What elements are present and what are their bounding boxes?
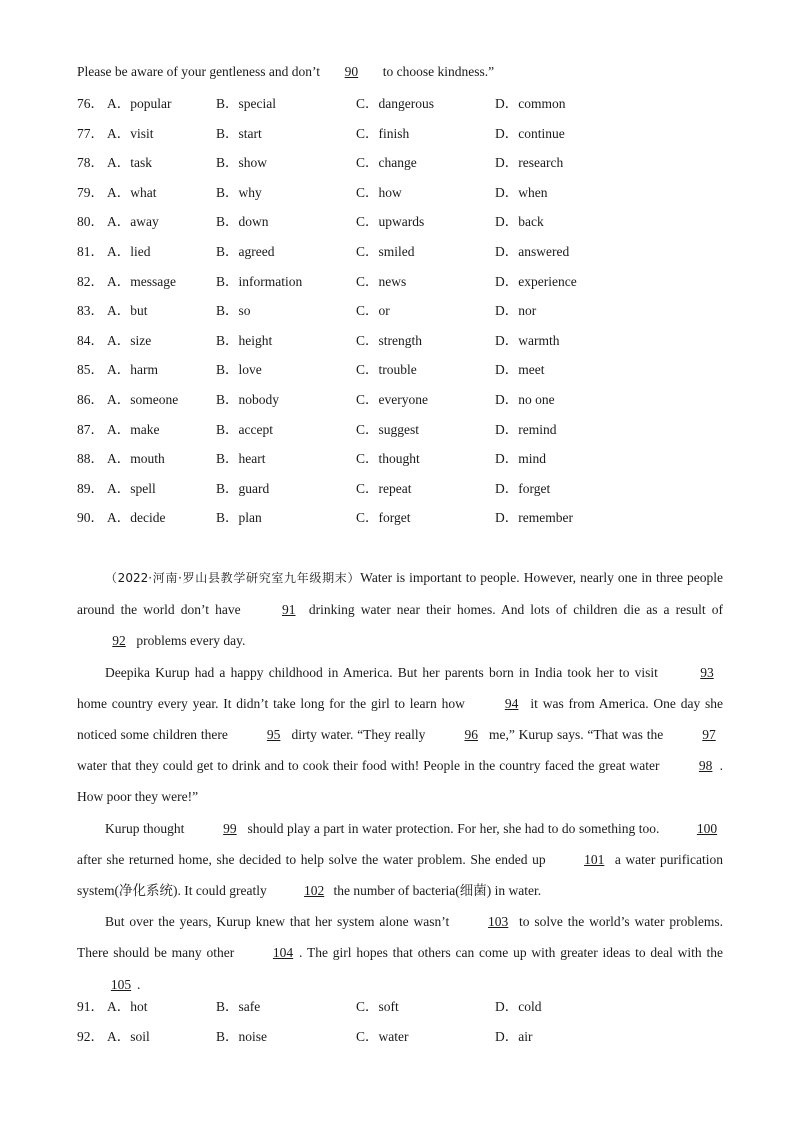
option-a: A．what: [107, 184, 157, 200]
blank-104: 104: [272, 945, 294, 961]
paragraph-text: dirty water. “They really: [287, 727, 430, 743]
question-number: 87．: [77, 421, 104, 437]
option-b: B．love: [216, 362, 262, 378]
passage-source: （2022·河南·罗山县教学研究室九年级期末）: [105, 571, 361, 585]
option-d: D．when: [495, 184, 548, 200]
option-d: D．forget: [495, 480, 551, 496]
option-c: C．forget: [356, 510, 411, 526]
option-b: B．guard: [216, 480, 270, 496]
option-d: D．remind: [495, 421, 557, 437]
question-number: 91．: [77, 999, 104, 1014]
intro-text-after: to choose kindness.”: [379, 64, 495, 79]
paragraph-text: to solve the world’s water problems. There should be many other: [77, 914, 724, 961]
paragraph-text: Water is important to people. However, nearly one in three people around the world don’t have: [77, 570, 724, 618]
cloze-passage: [77, 562, 723, 1000]
option-c: C．dangerous: [356, 96, 434, 111]
paragraph-text: it was from America. One day she noticed some children there: [77, 695, 723, 743]
option-d: D．warmth: [495, 332, 560, 348]
passage-paragraph-2: [77, 657, 723, 813]
option-d: D．mind: [495, 451, 547, 467]
option-b: B．down: [216, 214, 269, 230]
paragraph-text: after she returned home, she decided to help solve the water problem. She ended up: [77, 851, 551, 867]
blank-91: 91: [282, 602, 296, 618]
option-a: A．message: [107, 273, 176, 289]
question-number: 84．: [77, 332, 104, 348]
blank-95: 95: [266, 727, 281, 743]
option-b: B．special: [216, 96, 276, 111]
blank-97: 97: [702, 727, 716, 743]
option-d: D．air: [495, 1028, 533, 1044]
question-number: 89．: [77, 480, 104, 496]
question-number: 81．: [77, 243, 104, 259]
question-number: 85．: [77, 362, 104, 378]
question-number: 90．: [77, 510, 104, 526]
option-a: A．harm: [107, 362, 158, 378]
passage-paragraph-1: [77, 562, 723, 657]
option-a: A．decide: [107, 510, 166, 526]
option-b: B．height: [216, 332, 273, 348]
option-c: C．strength: [356, 332, 422, 348]
blank-99: 99: [223, 820, 237, 836]
option-a: A．size: [107, 332, 152, 348]
option-d: D．answered: [495, 243, 570, 259]
paragraph-text: a water purification system(净化系统). It could greatly: [77, 851, 723, 899]
paragraph-text: .: [137, 976, 141, 992]
option-a: A．hot: [107, 999, 148, 1014]
option-c: C．upwards: [356, 214, 425, 230]
option-c: C．everyone: [356, 391, 428, 407]
option-a: A．mouth: [107, 451, 165, 467]
paragraph-text: problems every day.: [133, 633, 246, 649]
option-a: A．spell: [107, 480, 156, 496]
option-a: A．task: [107, 155, 152, 171]
paragraph-text: But over the years, Kurup knew that her system alone wasn’t: [105, 914, 455, 930]
option-d: D．cold: [495, 999, 542, 1014]
option-c: C．or: [356, 303, 390, 319]
option-c: C．trouble: [356, 362, 417, 378]
intro-line: [77, 63, 494, 81]
question-number: 79．: [77, 184, 104, 200]
blank-100: 100: [696, 820, 718, 836]
option-b: B．information: [216, 273, 303, 289]
option-c: C．thought: [356, 451, 420, 467]
option-c: C．suggest: [356, 421, 420, 437]
paragraph-text: water that they could get to drink and to cook their food with! People in the country faced the great water: [77, 758, 664, 774]
question-number: 92．: [77, 1028, 104, 1044]
paragraph-text: the number of bacteria(细菌) in water.: [330, 883, 542, 899]
option-d: D．experience: [495, 273, 577, 289]
option-c: C．finish: [356, 125, 410, 141]
option-d: D．continue: [495, 125, 565, 141]
question-number: 77．: [77, 125, 104, 141]
question-number: 76．: [77, 96, 104, 111]
paragraph-text: . The girl hopes that others can come up with greater ideas to deal with the: [299, 945, 723, 961]
blank-93: 93: [700, 664, 714, 680]
paragraph-text: . How poor they were!”: [77, 758, 723, 805]
option-b: B．accept: [216, 421, 273, 437]
option-a: A．someone: [107, 391, 179, 407]
paragraph-text: Kurup thought: [105, 820, 188, 836]
blank-102: 102: [303, 883, 325, 899]
option-d: D．meet: [495, 362, 545, 378]
option-b: B．so: [216, 303, 251, 319]
option-c: C．smiled: [356, 243, 415, 259]
blank-90: 90: [344, 64, 359, 79]
question-number: 78．: [77, 155, 104, 171]
option-c: C．news: [356, 273, 407, 289]
paragraph-text: home country every year. It didn’t take long for the girl to learn how: [77, 695, 470, 711]
option-c: C．repeat: [356, 480, 412, 496]
blank-92: 92: [112, 633, 126, 649]
paragraph-text: Deepika Kurup had a happy childhood in America. But her parents born in India took her to visit: [105, 664, 663, 680]
blank-103: 103: [488, 914, 509, 930]
paragraph-text: me,” Kurup says. “That was the: [485, 727, 667, 743]
question-number: 88．: [77, 451, 104, 467]
option-a: A．visit: [107, 125, 154, 141]
option-d: D．nor: [495, 303, 537, 319]
option-d: D．research: [495, 155, 564, 171]
option-d: D．common: [495, 96, 566, 111]
option-c: C．soft: [356, 999, 399, 1014]
option-b: B．nobody: [216, 391, 280, 407]
question-number: 82．: [77, 273, 104, 289]
paragraph-text: drinking water near their homes. And lots of children die as a result of: [302, 602, 723, 618]
option-a: A．popular: [107, 96, 172, 111]
option-c: C．change: [356, 155, 417, 171]
option-b: B．start: [216, 125, 262, 141]
option-a: A．make: [107, 421, 160, 437]
paragraph-text: should play a part in water protection. For her, she had to do something too.: [243, 820, 663, 836]
option-b: B．agreed: [216, 243, 275, 259]
question-number: 80．: [77, 214, 104, 230]
blank-105: 105: [110, 976, 132, 992]
passage-paragraph-3: [77, 813, 723, 907]
option-a: A．lied: [107, 243, 151, 259]
blank-98: 98: [698, 758, 713, 774]
option-b: B．why: [216, 184, 262, 200]
option-b: B．plan: [216, 510, 262, 526]
question-number: 83．: [77, 303, 104, 319]
option-c: C．water: [356, 1028, 409, 1044]
option-a: A．away: [107, 214, 159, 230]
passage-paragraph-4: [77, 906, 723, 1000]
option-a: A．but: [107, 303, 148, 319]
option-b: B．safe: [216, 999, 261, 1014]
option-b: B．show: [216, 155, 268, 171]
blank-96: 96: [464, 727, 478, 743]
option-b: B．heart: [216, 451, 266, 467]
blank-101: 101: [584, 851, 605, 867]
option-c: C．how: [356, 184, 402, 200]
option-d: D．remember: [495, 510, 573, 526]
question-number: 86．: [77, 391, 104, 407]
intro-text-before: Please be aware of your gentleness and don’t: [77, 64, 324, 79]
option-d: D．no one: [495, 391, 555, 407]
option-b: B．noise: [216, 1028, 268, 1044]
option-a: A．soil: [107, 1028, 150, 1044]
blank-94: 94: [504, 695, 519, 711]
option-d: D．back: [495, 214, 544, 230]
